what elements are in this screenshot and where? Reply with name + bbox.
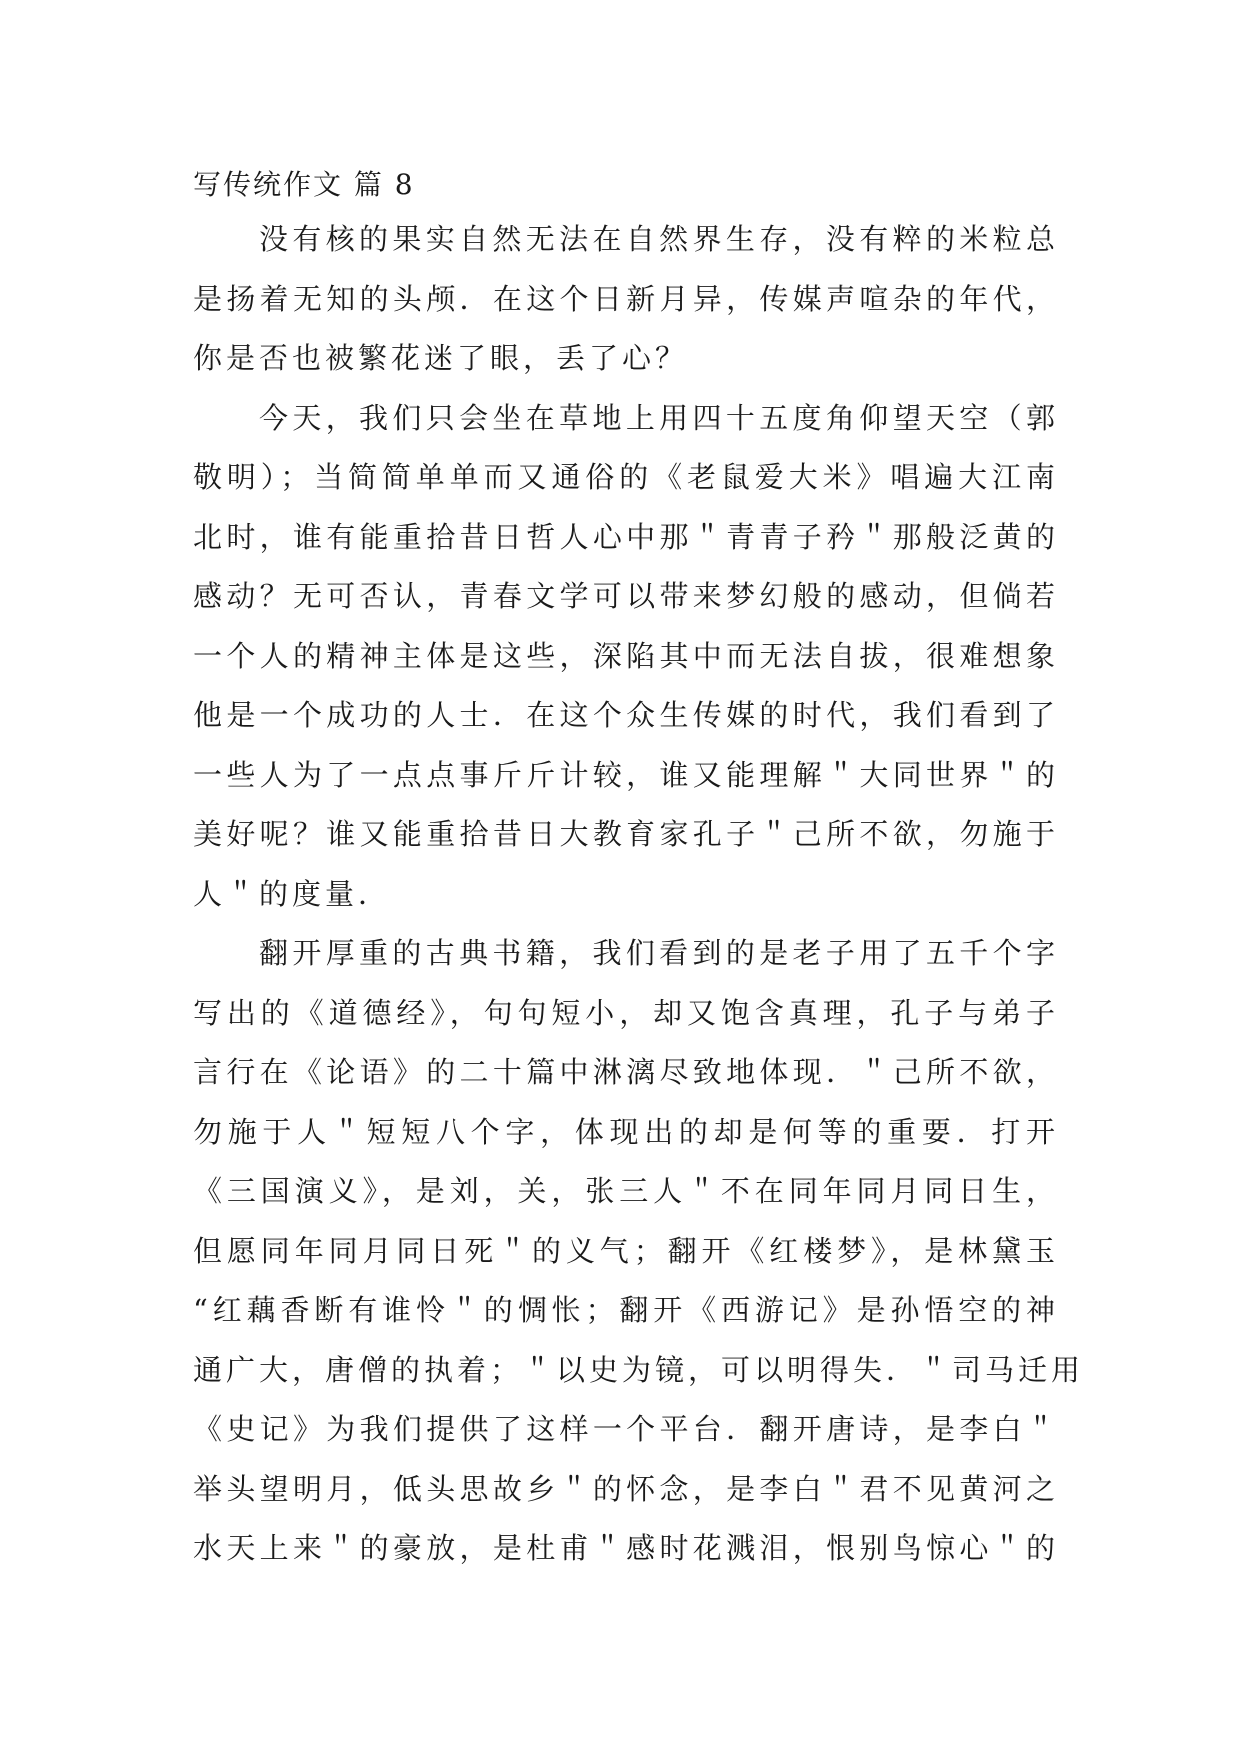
text-line: 翻开厚重的古典书籍，我们看到的是老子用了五千个字 [259, 936, 1059, 970]
text-line: 一些人为了一点点事斤斤计较，谁又能理解＂大同世界＂的 [193, 757, 1059, 792]
text-line: 是扬着无知的头颅．在这个日新月异，传媒声喧杂的年代， [193, 281, 1059, 316]
text-line: 写出的《道德经》，句句短小，却又饱含真理，孔子与弟子 [193, 995, 1059, 1030]
text-line: 你是否也被繁花迷了眼，丢了心？ [193, 341, 689, 375]
essay-title: 写传统作文 篇 8 [193, 168, 415, 201]
paragraph-1 [193, 210, 1059, 389]
text-line: 没有核的果实自然无法在自然界生存，没有粹的米粒总 [259, 222, 1059, 256]
paragraph-3 [193, 924, 1085, 1579]
text-line: 《史记》为我们提供了这样一个平台．翻开唐诗，是李白＂ [193, 1412, 1059, 1446]
text-line: 但愿同年同月同日死＂的义气；翻开《红楼梦》，是林黛玉 [193, 1233, 1059, 1268]
text-line: 人＂的度量． [193, 876, 392, 911]
text-line: 《三国演义》，是刘，关，张三人＂不在同年同月同日生， [193, 1174, 1059, 1208]
text-line: 美好呢？谁又能重拾昔日大教育家孔子＂己所不欲，勿施于 [193, 817, 1059, 851]
text-line: 通广大，唐僧的执着；＂以史为镜，可以明得失．＂司马迁用 [193, 1352, 1085, 1387]
text-line: “红藕香断有谁怜＂的惆怅；翻开《西游记》是孙悟空的神 [193, 1293, 1059, 1327]
document-page [193, 160, 1085, 1579]
text-line: 一个人的精神主体是这些，深陷其中而无法自拔，很难想象 [193, 638, 1059, 673]
text-line: 敬明）；当简简单单而又通俗的《老鼠爱大米》唱遍大江南 [193, 460, 1059, 494]
paragraph-2 [193, 389, 1059, 925]
text-line: 今天，我们只会坐在草地上用四十五度角仰望天空（郭 [259, 400, 1059, 435]
text-line: 感动？无可否认，青春文学可以带来梦幻般的感动，但倘若 [193, 579, 1059, 613]
text-line: 言行在《论语》的二十篇中淋漓尽致地体现．＂己所不欲， [193, 1055, 1059, 1089]
text-line: 勿施于人＂短短八个字，体现出的却是何等的重要．打开 [193, 1114, 1059, 1149]
text-line: 北时，谁有能重拾昔日哲人心中那＂青青子矜＂那般泛黄的 [193, 519, 1059, 554]
text-line: 水天上来＂的豪放，是杜甫＂感时花溅泪，恨别鸟惊心＂的 [193, 1531, 1059, 1565]
text-line: 举头望明月，低头思故乡＂的怀念，是李白＂君不见黄河之 [193, 1471, 1059, 1506]
text-line: 他是一个成功的人士．在这个众生传媒的时代，我们看到了 [193, 698, 1059, 732]
